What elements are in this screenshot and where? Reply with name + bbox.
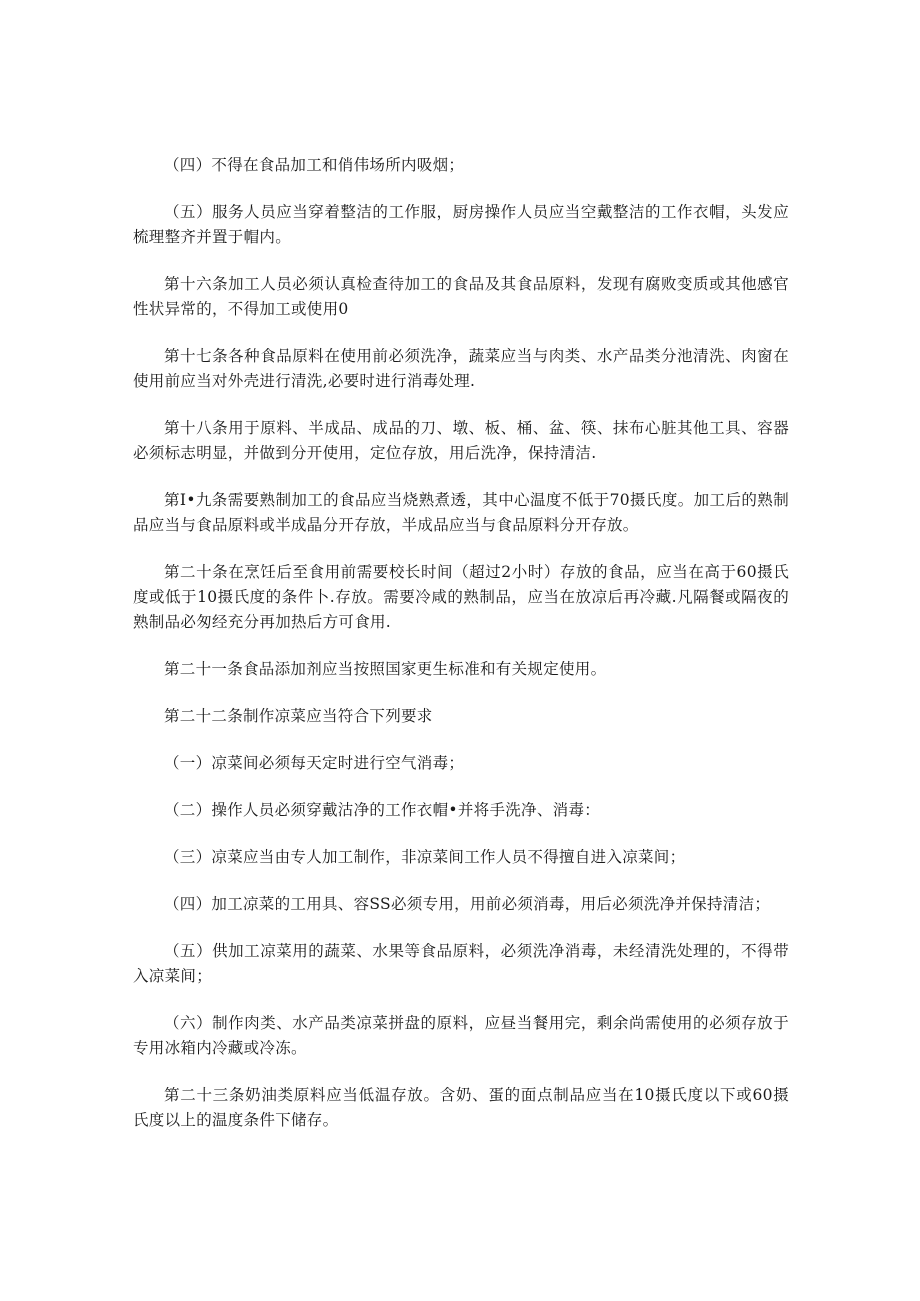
document-body [133,153,789,1155]
article-22-item-4: （四）加工凉菜的工用具、容SS必须专用，用前必须消毒，用后必须洗净并保持清洁； [164,895,771,913]
article-19: 第I•九条需要熟制加工的食品应当烧熟煮透，其中心温度不低于70摄氏度。加工后的熟制品应当与食品原料或半成晶分开存放，半成品应当与食品原料分开存放。 [133,491,789,534]
article-22-item-1: （一）凉菜间必须每天定时进行空气消毒； [164,754,465,772]
article-23: 第二十三条奶油类原料应当低温存放。含奶、蛋的面点制品应当在10摄氏度以下或60摄氏度以上的温度条件下储存。 [133,1086,789,1129]
article-18: 第十八条用于原料、半成品、成品的刀、墩、板、桶、盆、筷、抹布心脏其他工具、容器必须标志明显，并做到分开使用，定位存放，用后洗净，保持清洁. [133,419,789,462]
article-22: 第二十二条制作凉菜应当符合下列要求 [164,707,433,725]
article-17: 第十七条各种食品原料在使用前必须洗净，蔬菜应当与肉类、水产品类分池清洗、肉窗在使用前应当对外壳进行清洗,必要时进行消毒处理. [133,347,789,390]
article-22-item-5: （五）供加工凉菜用的蔬菜、水果等食品原料，必须洗净消毒，未经清洗处理的，不得带入凉菜间； [133,942,789,985]
paragraph-item-5: （五）服务人员应当穿着整洁的工作服，厨房操作人员应当空戴整洁的工作衣帽，头发应梳理整齐并置于帽内。 [133,203,789,246]
article-22-item-3: （三）凉菜应当由专人加工制作，非凉菜间工作人员不得擅自进入凉菜间； [164,848,686,866]
article-20: 第二十条在烹饪后至食用前需要校长时间（超过2小时）存放的食品，应当在高于60摄氏度或低于10摄氏度的条件卜.存放。需要冷咸的熟制品，应当在放凉后再冷藏.凡隔餐或隔夜的熟制品必匆经充分再加热后方可食用. [133,563,789,631]
article-16: 第十六条加工人员必须认真检查待加工的食品及其食品原料，发现有腐败变质或其他感官性状异常的，不得加工或使用0 [133,275,789,318]
paragraph-item-4: （四）不得在食品加工和俏伟场所内吸烟； [164,156,465,174]
article-22-item-6: （六）制作肉类、水产品类凉菜拼盘的原料，应昼当餐用完，剩余尚需使用的必须存放于专用冰箱内冷藏或冷冻。 [133,1014,789,1057]
article-21: 第二十一条食品添加剂应当按照国家更生标准和有关规定使用。 [164,660,607,678]
article-22-item-2: （二）操作人员必须穿戴沽净的工作衣帽•并将手洗净、消毒： [164,801,601,819]
